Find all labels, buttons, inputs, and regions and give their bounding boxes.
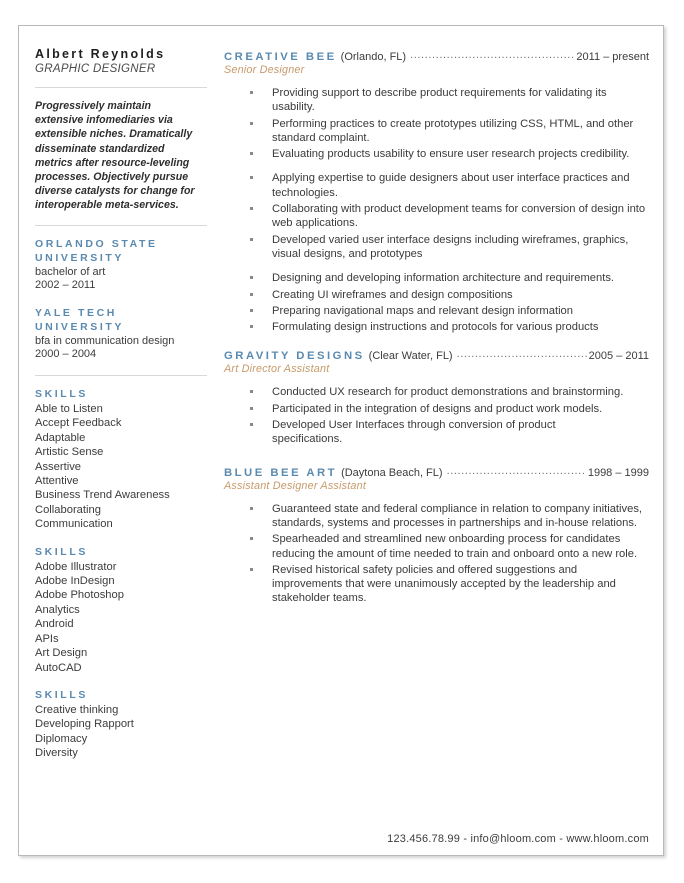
bullet-item <box>224 385 649 399</box>
job-headline <box>224 465 649 479</box>
bullet-text: Designing and developing information architecture and requirements. <box>272 272 615 285</box>
bullet-square-icon <box>224 563 272 571</box>
bullet-item <box>224 147 649 161</box>
education-section <box>35 237 211 362</box>
bullet-text: Evaluating products usability to ensure user research projects credibility. <box>272 148 630 161</box>
footer-contact: 123.456.78.99 - info@hloom.com - www.hloom.com <box>387 833 649 845</box>
divider-education <box>35 225 207 226</box>
job-company: CREATIVE BEE <box>224 51 337 63</box>
bullet-item <box>224 320 649 334</box>
bullet-text: Providing support to describe product requirements for validating its usability. <box>272 87 607 114</box>
bullet-square-icon <box>224 418 272 426</box>
job-company: BLUE BEE ART <box>224 466 338 479</box>
bullet-text: Formulating design instructions and protocols for various products <box>272 321 599 334</box>
skill-item: Analytics <box>35 603 80 616</box>
bullet-square-icon <box>224 147 272 155</box>
skills-heading: SKILLS <box>35 688 88 701</box>
skill-item: Adobe InDesign <box>35 575 115 588</box>
skill-item: Adaptable <box>35 431 86 444</box>
job-title: Assistant Designer Assistant <box>224 479 367 492</box>
bullet-item <box>224 402 649 416</box>
bullet-text: Participated in the integration of designs and product work models. <box>272 402 603 415</box>
bullet-square-icon <box>224 271 272 279</box>
job-dates: 2011 – present <box>576 51 649 63</box>
dot-leader <box>457 348 587 359</box>
bullet-item <box>224 304 649 318</box>
skill-item: Diplomacy <box>35 732 88 745</box>
skill-item: Android <box>35 618 74 631</box>
profile-summary: Progressively maintain extensive infomediaries via extensible niches. Dramatically disseminate standardized metrics after resource-leveling processes. Objectively pursue diverse catalysts for change for interoperable meta-services. <box>35 100 195 212</box>
bullet-square-icon <box>224 304 272 312</box>
skill-item: Accept Feedback <box>35 417 122 430</box>
skill-item: Business Trend Awareness <box>35 489 170 502</box>
bullet-group <box>224 171 649 261</box>
resume-body <box>19 26 663 855</box>
education-degree: bfa in communication design <box>35 334 175 347</box>
bullet-item <box>224 202 649 231</box>
job-title: Art Director Assistant <box>224 363 330 376</box>
dot-leader <box>447 465 586 476</box>
skill-item: Assertive <box>35 460 82 473</box>
bullet-text: Guaranteed state and federal compliance in relation to company initiatives, standards, systems and processes in partnerships and in-house relations. <box>272 502 643 529</box>
skills-heading: SKILLS <box>35 388 88 400</box>
sidebar <box>35 47 211 774</box>
bullet-group <box>224 271 649 334</box>
bullet-text: Conducted UX research for product demonstrations and brainstorming. <box>272 386 624 399</box>
bullet-square-icon <box>224 233 272 241</box>
bullet-item <box>224 532 649 561</box>
skills-group <box>35 387 211 532</box>
skills-section <box>35 387 211 761</box>
bullet-square-icon <box>224 117 272 125</box>
bullet-item <box>224 233 649 262</box>
job-location: (Clear Water, FL) <box>368 350 453 363</box>
education-degree: bachelor of art <box>35 265 106 278</box>
bullet-text: Spearheaded and streamlined new onboarding process for candidates reducing the amount of time needed to train and onboard onto a new role. <box>272 533 638 560</box>
skill-item: Creative thinking <box>35 703 119 716</box>
bullet-text: Developed varied user interface designs including wireframes, graphics, visual designs, and prototypes <box>272 233 629 260</box>
skill-item: Art Design <box>35 647 88 660</box>
bullet-item <box>224 171 649 200</box>
bullet-item <box>224 418 649 447</box>
bullet-text: Creating UI wireframes and design compositions <box>272 288 513 301</box>
candidate-name: Albert Reynolds <box>35 47 166 61</box>
bullet-item <box>224 502 649 531</box>
skills-heading: SKILLS <box>35 545 88 558</box>
experience-section <box>224 49 649 610</box>
skills-group <box>35 545 211 675</box>
education-entry <box>35 237 211 293</box>
resume-page <box>18 25 664 856</box>
skill-item: Communication <box>35 518 113 531</box>
bullet-text: Revised historical safety policies and offered suggestions and improvements that were unanimously accepted by the leadership and stakeholder teams. <box>272 563 616 605</box>
candidate-role: GRAPHIC DESIGNER <box>35 63 156 75</box>
bullet-square-icon <box>224 202 272 210</box>
job-dates: 2005 – 2011 <box>588 350 649 363</box>
bullet-group <box>224 502 649 606</box>
job-dates: 1998 – 1999 <box>587 466 649 479</box>
job-location: (Orlando, FL) <box>340 51 407 63</box>
bullet-square-icon <box>224 502 272 510</box>
bullet-square-icon <box>224 385 272 393</box>
job-title: Senior Designer <box>224 64 305 76</box>
bullet-square-icon <box>224 86 272 94</box>
job-headline <box>224 49 649 63</box>
skill-item: Attentive <box>35 475 79 488</box>
job-company: GRAVITY DESIGNS <box>224 350 365 363</box>
job-location: (Daytona Beach, FL) <box>341 466 443 479</box>
bullet-group <box>224 86 649 161</box>
bullet-text: Applying expertise to guide designers about user interface practices and technologies. <box>272 172 630 199</box>
dot-leader <box>410 49 574 60</box>
education-years: 2000 – 2004 <box>35 348 97 361</box>
experience-entry <box>224 49 649 334</box>
bullet-text: Performing practices to create prototypes utilizing CSS, HTML, and other standard complaint. <box>272 117 634 144</box>
skill-item: AutoCAD <box>35 661 82 674</box>
divider-top <box>35 87 207 88</box>
skill-item: APIs <box>35 632 59 645</box>
experience-entry <box>224 465 649 606</box>
bullet-text: Preparing navigational maps and relevant design information <box>272 304 574 317</box>
skill-item: Able to Listen <box>35 403 103 415</box>
education-years: 2002 – 2011 <box>35 279 96 292</box>
education-entry <box>35 306 211 362</box>
bullet-group <box>224 385 649 446</box>
experience-entry <box>224 348 649 446</box>
bullet-item <box>224 271 649 285</box>
bullet-square-icon <box>224 288 272 296</box>
bullet-item <box>224 117 649 146</box>
bullet-item <box>224 563 649 606</box>
bullet-text: Developed User Interfaces through conversion of product specifications. <box>272 419 556 446</box>
bullet-square-icon <box>224 320 272 328</box>
bullet-square-icon <box>224 532 272 540</box>
skill-item: Collaborating <box>35 503 101 516</box>
bullet-text: Collaborating with product development teams for conversion of design into web applications. <box>272 203 646 230</box>
bullet-item <box>224 288 649 302</box>
skill-item: Developing Rapport <box>35 718 134 731</box>
skill-item: Artistic Sense <box>35 446 104 459</box>
skill-item: Adobe Illustrator <box>35 560 117 573</box>
education-school: YALE TECH UNIVERSITY <box>35 306 125 333</box>
bullet-item <box>224 86 649 115</box>
skill-item: Diversity <box>35 747 78 760</box>
education-school: ORLANDO STATE UNIVERSITY <box>35 237 158 264</box>
skill-item: Adobe Photoshop <box>35 589 124 602</box>
bullet-square-icon <box>224 402 272 410</box>
bullet-square-icon <box>224 171 272 179</box>
job-headline <box>224 348 649 362</box>
skills-group <box>35 688 211 761</box>
divider-skills <box>35 375 207 376</box>
